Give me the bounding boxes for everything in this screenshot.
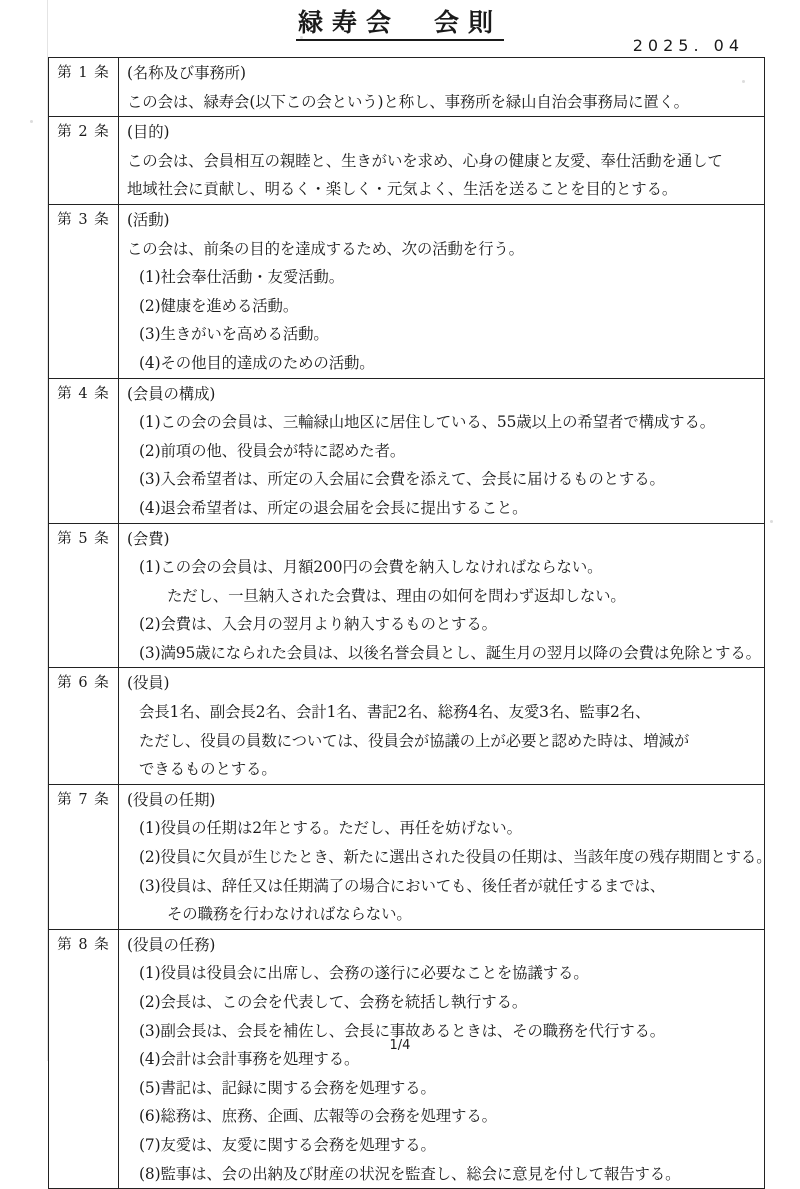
article-label: 第 4 条 <box>49 378 119 523</box>
article-label: 第 3 条 <box>49 204 119 378</box>
table-row <box>49 668 765 784</box>
article-heading: (役員) <box>127 674 170 693</box>
article-body <box>119 784 772 929</box>
article-body <box>119 117 765 205</box>
article-line: この会は、会員相互の親睦と、生きがいを求め、心身の健康と友愛、奉仕活動を通して <box>127 151 723 170</box>
scan-artifact-speck <box>30 120 33 123</box>
article-line: (2)会費は、入会月の翌月より納入するものとする。 <box>139 615 497 634</box>
table-row <box>49 204 765 378</box>
article-line: (4)退会希望者は、所定の退会届を会長に提出すること。 <box>139 498 528 517</box>
article-line: その職務を行わなければならない。 <box>167 905 412 924</box>
article-label: 第 1 条 <box>49 58 119 117</box>
article-line: (4)その他目的達成のための活動。 <box>139 353 375 372</box>
article-body <box>119 523 765 668</box>
table-row <box>49 523 765 668</box>
article-heading: (役員の任期) <box>127 790 216 809</box>
article-body <box>119 204 765 378</box>
document-title <box>0 6 800 40</box>
article-line: (3)生きがいを高める活動。 <box>139 325 329 344</box>
article-line: ただし、一旦納入された会費は、理由の如何を問わず返却しない。 <box>167 586 626 605</box>
article-line: (1)この会の会員は、月額200円の会費を納入しなければならない。 <box>139 558 603 577</box>
article-line: (1)この会の会員は、三輪緑山地区に居住している、55歳以上の希望者で構成する。 <box>139 413 716 432</box>
rules-table <box>48 57 772 1189</box>
article-label: 第 8 条 <box>49 929 119 1188</box>
scan-artifact-speck <box>770 520 773 523</box>
article-line: (8)監事は、会の出納及び財産の状況を監査し、総会に意見を付して報告する。 <box>139 1164 681 1183</box>
article-label: 第 7 条 <box>49 784 119 929</box>
article-body <box>119 668 765 784</box>
page-number: 1/4 <box>389 1038 411 1053</box>
article-line: (3)入会希望者は、所定の入会届に会費を添えて、会長に届けるものとする。 <box>139 470 665 489</box>
document-date: 2025. 04 <box>632 36 744 55</box>
article-line: (4)会計は会計事務を処理する。 <box>139 1050 360 1069</box>
article-line: (1)社会奉仕活動・友愛活動。 <box>139 268 344 287</box>
table-row <box>49 378 765 523</box>
article-line: (7)友愛は、友愛に関する会務を処理する。 <box>139 1135 436 1154</box>
article-line: (2)役員に欠員が生じたとき、新たに選出された役員の任期は、当該年度の残存期間とする。 <box>139 848 772 867</box>
table-row <box>49 784 765 929</box>
rules-table-body <box>49 58 772 1189</box>
article-line: この会は、緑寿会(以下この会という)と称し、事務所を緑山自治会事務局に置く。 <box>127 92 689 111</box>
article-heading: (活動) <box>127 210 170 229</box>
article-line: 会長1名、副会長2名、会計1名、書記2名、総務4名、友愛3名、監事2名、 <box>139 703 651 722</box>
article-line: (3)役員は、辞任又は任期満了の場合においても、後任者が就任するまでは、 <box>139 876 666 895</box>
article-line: (2)健康を進める活動。 <box>139 296 299 315</box>
article-line: (1)役員は役員会に出席し、会務の遂行に必要なことを協議する。 <box>139 964 589 983</box>
article-line: (2)前項の他、役員会が特に認めた者。 <box>139 441 406 460</box>
article-line: (6)総務は、庶務、企画、広報等の会務を処理する。 <box>139 1107 497 1126</box>
article-line: (1)役員の任期は2年とする。ただし、再任を妨げない。 <box>139 819 522 838</box>
article-label: 第 2 条 <box>49 117 119 205</box>
article-heading: (会員の構成) <box>127 384 216 403</box>
article-line: ただし、役員の員数については、役員会が協議の上が必要と認めた時は、増減が <box>139 731 690 750</box>
article-heading: (会費) <box>127 529 170 548</box>
article-line: (3)満95歳になられた会員は、以後名誉会員とし、誕生月の翌月以降の会費は免除とする。 <box>139 643 761 662</box>
article-heading: (役員の任務) <box>127 935 216 954</box>
document-title-text: 緑寿会 会則 <box>296 8 504 41</box>
article-heading: (名称及び事務所) <box>127 64 246 82</box>
table-row <box>49 929 765 1188</box>
article-label: 第 5 条 <box>49 523 119 668</box>
table-row <box>49 58 765 117</box>
article-body <box>119 378 765 523</box>
article-line: できるものとする。 <box>139 760 277 779</box>
article-line: この会は、前条の目的を達成するため、次の活動を行う。 <box>127 239 524 258</box>
article-line: (5)書記は、記録に関する会務を処理する。 <box>139 1078 436 1097</box>
article-line: (2)会長は、この会を代表して、会務を統括し執行する。 <box>139 993 528 1011</box>
table-row <box>49 117 765 205</box>
article-line: (3)副会長は、会長を補佐し、会長に事故あるときは、その職務を代行する。 <box>139 1021 666 1040</box>
article-body <box>119 58 765 117</box>
article-label: 第 6 条 <box>49 668 119 784</box>
article-heading: (目的) <box>127 123 170 142</box>
article-line: 地域社会に貢献し、明るく・楽しく・元気よく、生活を送ることを目的とする。 <box>127 180 678 199</box>
article-body <box>119 929 765 1188</box>
